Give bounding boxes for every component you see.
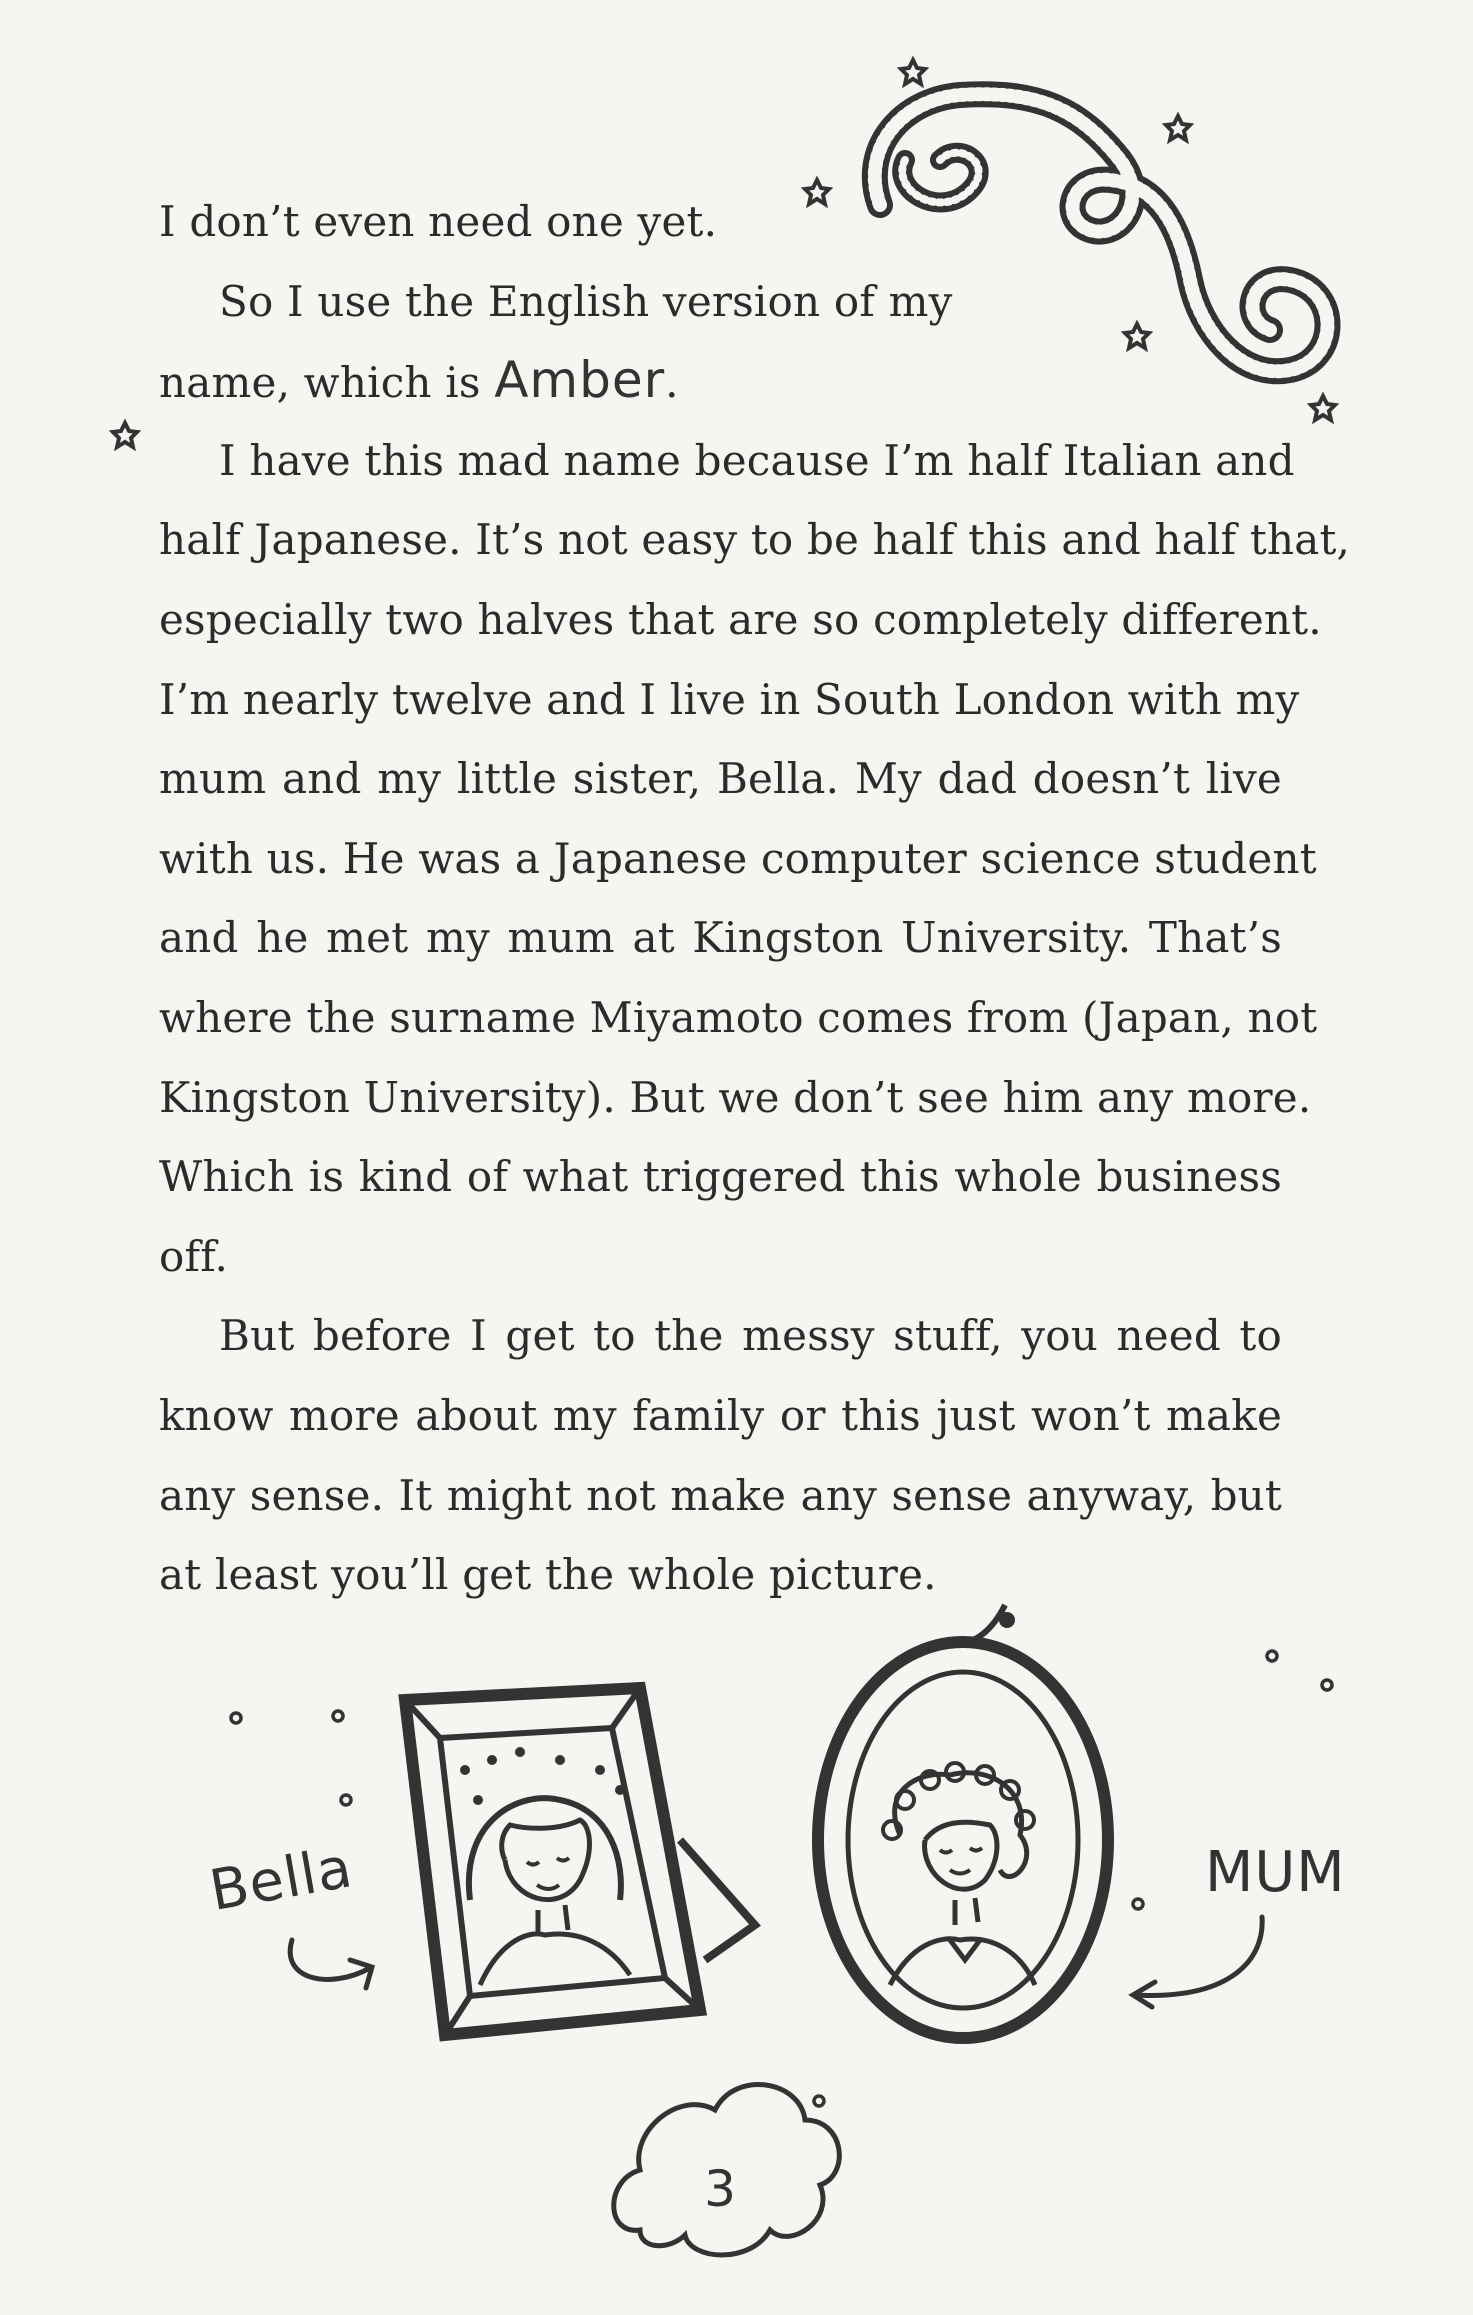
text-line: with us. He was a Japanese computer science student xyxy=(159,833,1317,883)
page-number: 3 xyxy=(704,2160,736,2218)
text-fragment: name, which is xyxy=(159,358,481,408)
text-line: But before I get to the messy stuff, you need to xyxy=(219,1311,1282,1361)
mum-label: MUM xyxy=(1205,1840,1346,1905)
text-line: So I use the English version of my xyxy=(219,276,953,326)
text-line: off. xyxy=(159,1231,229,1281)
bella-label: Bella xyxy=(205,1835,358,1925)
text-line: half Japanese. It’s not easy to be half this and half that, xyxy=(159,515,1351,565)
mum-mirror-frame-icon xyxy=(818,1605,1108,2038)
handwritten-name-amber: Amber xyxy=(494,351,666,410)
text-line: know more about my family or this just won’t make xyxy=(159,1390,1282,1440)
star-icon xyxy=(901,60,925,84)
text-line: where the surname Miyamoto comes from (Japan, not xyxy=(159,992,1318,1042)
text-line: I don’t even need one yet. xyxy=(159,197,718,246)
text-line: I’m nearly twelve and I live in South London with my xyxy=(159,674,1300,724)
text-line: name, which is Amber. xyxy=(159,351,679,410)
text-line: at least you’ll get the whole picture. xyxy=(159,1550,937,1600)
star-icon xyxy=(1311,396,1335,420)
body-text xyxy=(159,182,1351,1615)
arrow-to-mum-icon xyxy=(1133,1917,1262,2007)
text-line: mum and my little sister, Bella. My dad doesn’t live xyxy=(159,754,1282,804)
text-line: I have this mad name because I’m half Italian and xyxy=(219,435,1295,485)
text-line: and he met my mum at Kingston University. That’s xyxy=(159,913,1282,963)
bella-photo-frame-icon xyxy=(405,1688,755,2035)
text-line: Kingston University). But we don’t see him any more. xyxy=(159,1072,1312,1122)
star-icon xyxy=(1166,116,1190,140)
text-line: especially two halves that are so completely different. xyxy=(159,594,1322,644)
text-line: any sense. It might not make any sense anyway, but xyxy=(159,1470,1282,1520)
text-line: Which is kind of what triggered this whole business xyxy=(159,1152,1282,1202)
arrow-to-bella-icon xyxy=(290,1940,372,1988)
star-icon xyxy=(113,423,137,447)
